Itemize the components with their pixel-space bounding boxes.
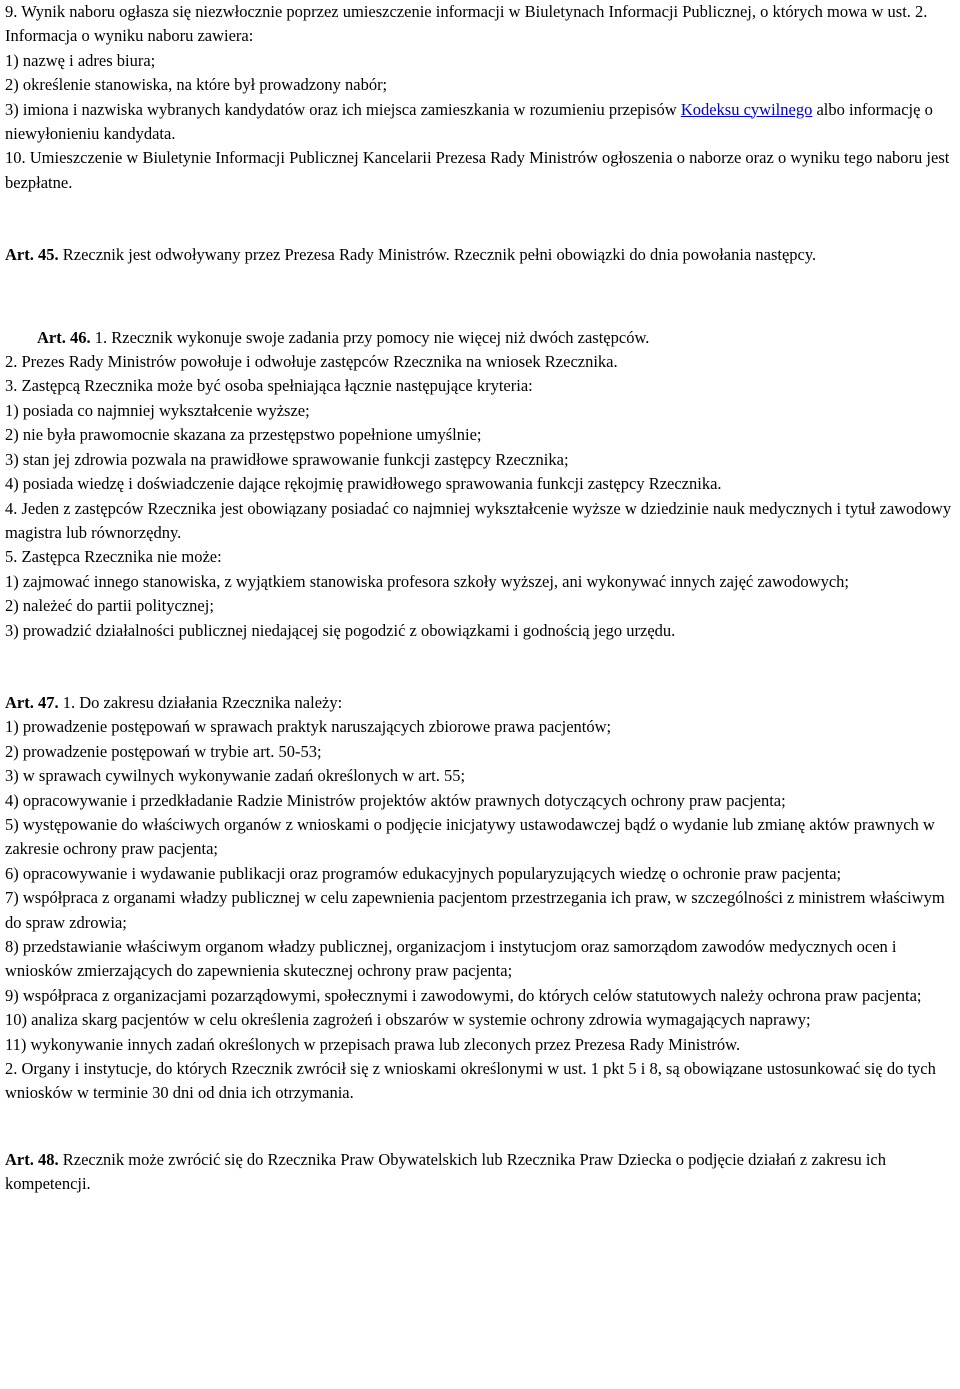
list-item: 2) nie była prawomocnie skazana za przestępstwo popełnione umyślnie; (5, 425, 482, 445)
list-item (5, 98, 957, 147)
article-text: Rzecznik może zwrócić się do Rzecznika Praw Obywatelskich lub Rzecznika Praw Dziecka o podjęcie działań z zakresu ich kompetencji. (5, 1149, 887, 1194)
kodeks-cywilny-link[interactable]: Kodeksu cywilnego (680, 99, 813, 119)
list-item: 1) zajmować innego stanowiska, z wyjątkiem stanowiska profesora szkoły wyższej, ani wykonywać innych zajęć zawodowych; (5, 571, 849, 591)
list-item: 2) prowadzenie postępowań w trybie art. 50-53; (5, 741, 322, 761)
list-item: 7) współpraca z organami władzy publicznej w celu zapewnienia pacjentom przestrzegania ich praw, w szczególności z ministrem właściwym do spraw zdrowia; (5, 888, 945, 932)
list-item: 3. Zastępcą Rzecznika może być osoba spełniająca łącznie następujące kryteria: (5, 376, 533, 396)
list-item: 10) analiza skarg pacjentów w celu określenia zagrożeń i obszarów w systemie ochrony zdrowia wymagających naprawy; (5, 1010, 811, 1030)
list-item: 11) wykonywanie innych zadań określonych w przepisach prawa lub zleconych przez Prezesa Rady Ministrów. (5, 1034, 741, 1054)
list-item: 2) określenie stanowiska, na które był prowadzony nabór; (5, 75, 388, 95)
list-item: 5. Zastępca Rzecznika nie może: (5, 547, 222, 567)
article-48 (5, 1148, 957, 1197)
list-item: 3) prowadzić działalności publicznej niedającej się pogodzić z obowiązkami i godnością jego urzędu. (5, 620, 676, 640)
article-label: Art. 45. (5, 245, 59, 265)
list-item: 2) należeć do partii politycznej; (5, 596, 214, 616)
paragraph-10: 10. Umieszczenie w Biuletynie Informacji Publicznej Kancelarii Prezesa Rady Ministrów ogłoszenia o naborze oraz o wyniku tego naboru jest bezpłatne. (5, 148, 950, 192)
article-label: Art. 48. (5, 1149, 59, 1169)
article-47-first (5, 691, 957, 715)
list-item: 1) nazwę i adres biura; (5, 50, 156, 70)
list-item: 4) opracowywanie i przedkładanie Radzie Ministrów projektów aktów prawnych dotyczących ochrony praw pacjenta; (5, 790, 786, 810)
list-item: 3) w sprawach cywilnych wykonywanie zadań określonych w art. 55; (5, 766, 466, 786)
article-text: Rzecznik jest odwoływany przez Prezesa Rady Ministrów. Rzecznik pełni obowiązki do dnia powołania następcy. (58, 245, 817, 265)
paragraph: 2. Organy i instytucje, do których Rzecznik zwrócił się z wnioskami określonymi w ust. 1 pkt 5 i 8, są obowiązane ustosunkować się do tych wniosków w terminie 30 dni od dnia ich otrzymania. (5, 1059, 936, 1103)
article-47 (5, 691, 957, 1106)
article-45 (5, 243, 957, 267)
article-46-first (5, 326, 957, 350)
list-item: 9) współpraca z organizacjami pozarządowymi, społecznymi i zawodowymi, do których celów statutowych należy ochrona praw pacjenta; (5, 985, 922, 1005)
list-item: 6) opracowywanie i wydawanie publikacji oraz programów edukacyjnych popularyzujących wiedzę o ochronie praw pacjenta; (5, 863, 842, 883)
document-page (5, 0, 957, 1197)
article-label: Art. 47. (5, 692, 59, 712)
list-item: 1) prowadzenie postępowań w sprawach praktyk naruszających zbiorowe prawa pacjentów; (5, 717, 612, 737)
list-item-text: 3) imiona i nazwiska wybranych kandydatów oraz ich miejsca zamieszkania w rozumieniu przepisów (5, 99, 681, 119)
list-item: 1) posiada co najmniej wykształcenie wyższe; (5, 400, 310, 420)
article-text: 1. Do zakresu działania Rzecznika należy: (58, 692, 343, 712)
list-item-text: albo informację o niewyłonieniu kandydata. (5, 99, 933, 144)
article-46 (5, 326, 957, 643)
article-text: 1. Rzecznik wykonuje swoje zadania przy pomocy nie więcej niż dwóch zastępców. (90, 327, 650, 347)
list-item: 8) przedstawianie właściwym organom władzy publicznej, organizacjom i instytucjom oraz samorządom zawodów medycznych ocen i wniosków zmierzających do zapewnienia skutecznej ochrony praw pacjenta; (5, 937, 897, 981)
paragraph-9: 9. Wynik naboru ogłasza się niezwłocznie poprzez umieszczenie informacji w Biuletynach Informacji Publicznej, o których mowa w ust. 2. Informacja o wyniku naboru zawiera: (5, 2, 928, 46)
list-item: 4) posiada wiedzę i doświadczenie dające rękojmię prawidłowego sprawowania funkcji zastępcy Rzecznika. (5, 474, 722, 494)
list-item: 4. Jeden z zastępców Rzecznika jest obowiązany posiadać co najmniej wykształcenie wyższe w dziedzinie nauk medycznych i tytuł zawodowy magistra lub równorzędny. (5, 498, 952, 542)
list-item: 3) stan jej zdrowia pozwala na prawidłowe sprawowanie funkcji zastępcy Rzecznika; (5, 449, 569, 469)
list-item: 2. Prezes Rady Ministrów powołuje i odwołuje zastępców Rzecznika na wniosek Rzecznika. (5, 352, 618, 372)
list-item: 5) występowanie do właściwych organów z wnioskami o podjęcie inicjatywy ustawodawczej bądź o wydanie lub zmianę aktów prawnych w zakresie ochrony praw pacjenta; (5, 814, 935, 859)
article-label: Art. 46. (37, 327, 91, 347)
